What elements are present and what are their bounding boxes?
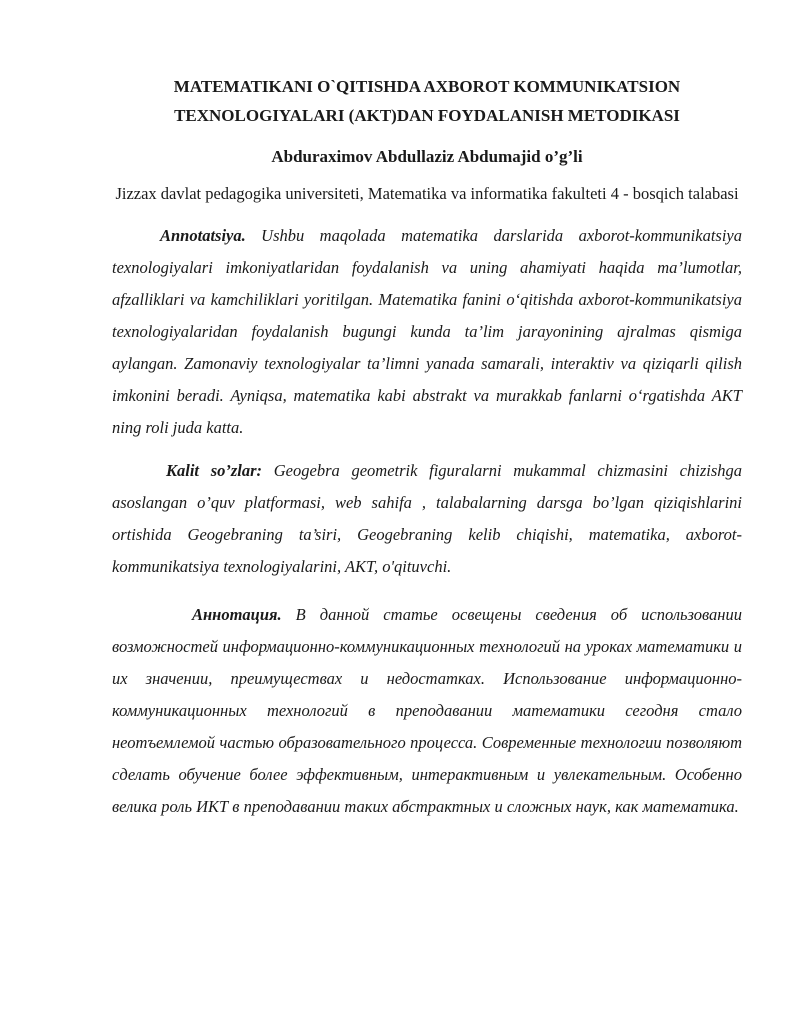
author-name: Abduraximov Abdullaziz Abdumajid o’g’li	[271, 147, 583, 166]
paper-page	[112, 72, 742, 823]
annotation-russian	[112, 599, 742, 823]
paper-title-line-1: MATEMATIKANI O`QITISHDA AXBOROT KOMMUNIKATSION	[173, 77, 681, 96]
paper-title-line-2: TEXNOLOGIYALARI (AKT)DAN FOYDALANISH METODIKASI	[174, 106, 680, 125]
annotation-uzbek	[112, 220, 742, 444]
author-affiliation: Jizzax davlat pedagogika universiteti, Matematika va informatika fakulteti 4 - bosqich talabasi	[115, 184, 739, 203]
keywords-text: Geogebra geometrik figuralarni mukammal chizmasini chizishga asoslangan o’quv platformasi, web sahifa , talabalarning darsga bo’lgan qiziqishlarini ortishida Geogebraning ta’siri, Geogebraning kelib chiqishi, matematika, axborot-kommunikatsiya texnologiyalarini, AKT, o'qituvchi.	[112, 461, 742, 576]
annotation-russian-label: Аннотация.	[192, 605, 282, 624]
annotation-russian-text: В данной статье освещены сведения об использовании возможностей информационно-коммуникационных технологий на уроках математики и их значении, преимуществах и недостатках. Использование информационно-коммуникационных технологий в преподавании математики сегодня стало неотъемлемой частью образовательного процесса. Современные технологии позволяют сделать обучение более эффективным, интерактивным и увлекательным. Особенно велика роль ИКТ в преподавании таких абстрактных и сложных наук, как математика.	[112, 605, 742, 816]
annotation-uzbek-text: Ushbu maqolada matematika darslarida axborot-kommunikatsiya texnologiyalari imkoniyatlaridan foydalanish va uning ahamiyati haqida ma’lumotlar, afzalliklari va kamchiliklari yoritilgan. Matematika fanini o‘qitishda axborot-kommunikatsiya texnologiyalaridan foydalanish bugungi kunda ta’lim jarayonining ajralmas qismiga aylangan. Zamonaviy texnologiyalar ta’limni yanada samarali, interaktiv va qiziqarli qilish imkonini beradi. Ayniqsa, matematika kabi abstrakt va murakkab fanlarni o‘rgatishda AKT ning roli juda katta.	[112, 226, 742, 437]
paper-title	[112, 72, 742, 130]
annotation-uzbek-label: Annotatsiya.	[160, 226, 246, 245]
keywords-paragraph	[112, 455, 742, 583]
keywords-label: Kalit so’zlar:	[166, 461, 263, 480]
